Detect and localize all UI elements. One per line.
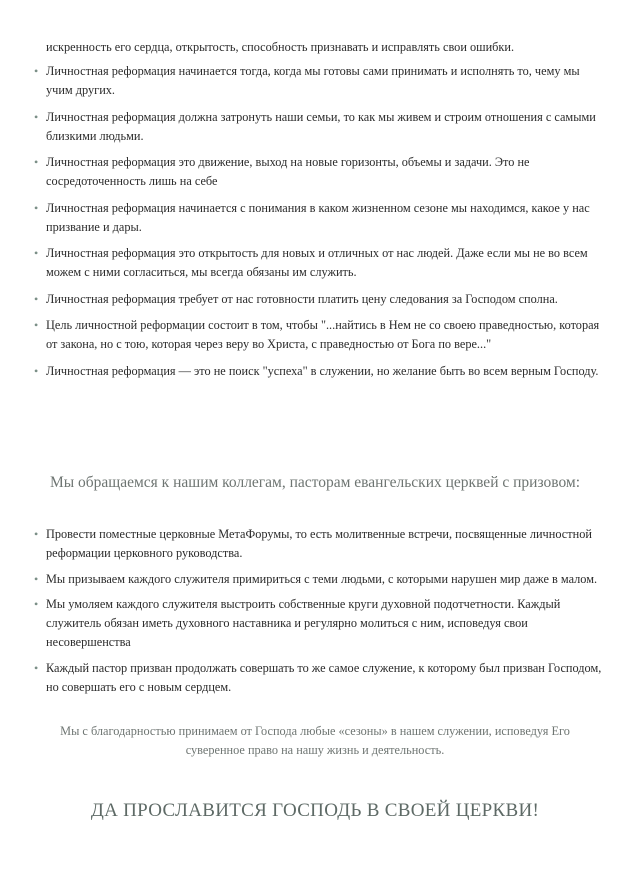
list-item-text: Личностная реформация начинается с понимания в каком жизненном сезоне мы находимся, какое у нас призвание и дары. bbox=[46, 200, 590, 234]
list-item bbox=[34, 525, 606, 563]
list-item bbox=[34, 595, 606, 652]
list-item bbox=[34, 153, 606, 191]
list-item-text: Мы умоляем каждого служителя выстроить собственные круги духовной подотчетности. Каждый служитель обязан иметь духовного наставника и регулярно молиться с ним, исповедуя свои несовершенства bbox=[46, 597, 561, 649]
list-item-text: Личностная реформация — это не поиск "успеха" в служении, но желание быть во всем верным Господу. bbox=[46, 363, 599, 378]
bullet-icon: • bbox=[34, 318, 39, 332]
list-item-text: Мы призываем каждого служителя примириться с теми людьми, с которыми нарушен мир даже в малом. bbox=[46, 571, 598, 586]
continuation-text: искренность его сердца, открытость, способность признавать и исправлять свои ошибки. bbox=[46, 40, 515, 54]
list-item-text: Провести поместные церковные МетаФорумы, то есть молитвенные встречи, посвященные личностной реформации церковного руководства. bbox=[46, 527, 592, 560]
list-item bbox=[34, 244, 606, 282]
bullet-icon: • bbox=[34, 571, 39, 586]
list-item-text: Цель личностной реформации состоит в том, чтобы "...найтись в Нем не со своею праведностью, которая от закона, но с тою, которая через веру во Христа, с праведностью от Бога по вере..." bbox=[46, 318, 600, 351]
bullet-icon: • bbox=[34, 246, 39, 260]
list-item bbox=[34, 108, 606, 146]
list-item bbox=[34, 199, 606, 237]
bullet-icon: • bbox=[34, 109, 39, 124]
list-item bbox=[34, 570, 606, 589]
list-item-text: Личностная реформация начинается тогда, когда мы готовы сами принимать и исполнять то, чему мы учим других. bbox=[46, 64, 580, 97]
bullet-icon: • bbox=[34, 291, 39, 306]
bullet-icon: • bbox=[34, 155, 39, 169]
list-item-text: Личностная реформация это открытость для новых и отличных от нас людей. Даже если мы не во всем можем с ними согласиться, мы всегда обязаны им служить. bbox=[46, 246, 588, 279]
bullet-icon: • bbox=[34, 363, 39, 378]
bullet-icon: • bbox=[34, 597, 39, 611]
bullet-icon: • bbox=[34, 64, 39, 78]
list-item-text: Личностная реформация требует от нас готовности платить цену следования за Господом сполна. bbox=[46, 291, 558, 306]
list-item bbox=[34, 290, 606, 309]
list-item-text: Личностная реформация это движение, выход на новые горизонты, объемы и задачи. Это не сосредоточенность лишь на себе bbox=[46, 155, 530, 188]
closing-title: ДА ПРОСЛАВИТСЯ ГОСПОДЬ В СВОЕЙ ЦЕРКВИ! bbox=[90, 800, 540, 821]
list-item-text: Личностная реформация должна затронуть наши семьи, то как мы живем и строим отношения с самыми близкими людьми. bbox=[46, 109, 596, 143]
bullet-icon: • bbox=[34, 660, 39, 675]
list-item bbox=[34, 659, 606, 697]
gratitude-text: Мы с благодарностью принимаем от Господа любые «сезоны» в нашем служении, исповедуя Его суверенное право на нашу жизнь и деятельность. bbox=[60, 724, 570, 757]
bullet-icon: • bbox=[34, 527, 39, 541]
reformation-list bbox=[34, 62, 606, 388]
list-item bbox=[34, 316, 606, 354]
list-item bbox=[34, 362, 606, 381]
bullet-icon: • bbox=[34, 200, 39, 215]
list-item-text: Каждый пастор призван продолжать совершать то же самое служение, к которому был призван Господом, но совершать его с новым сердцем. bbox=[46, 660, 602, 694]
appeal-heading: Мы обращаемся к нашим коллегам, пасторам евангельских церквей с призовом: bbox=[49, 474, 581, 491]
list-item bbox=[34, 62, 606, 100]
appeal-list bbox=[34, 525, 606, 703]
